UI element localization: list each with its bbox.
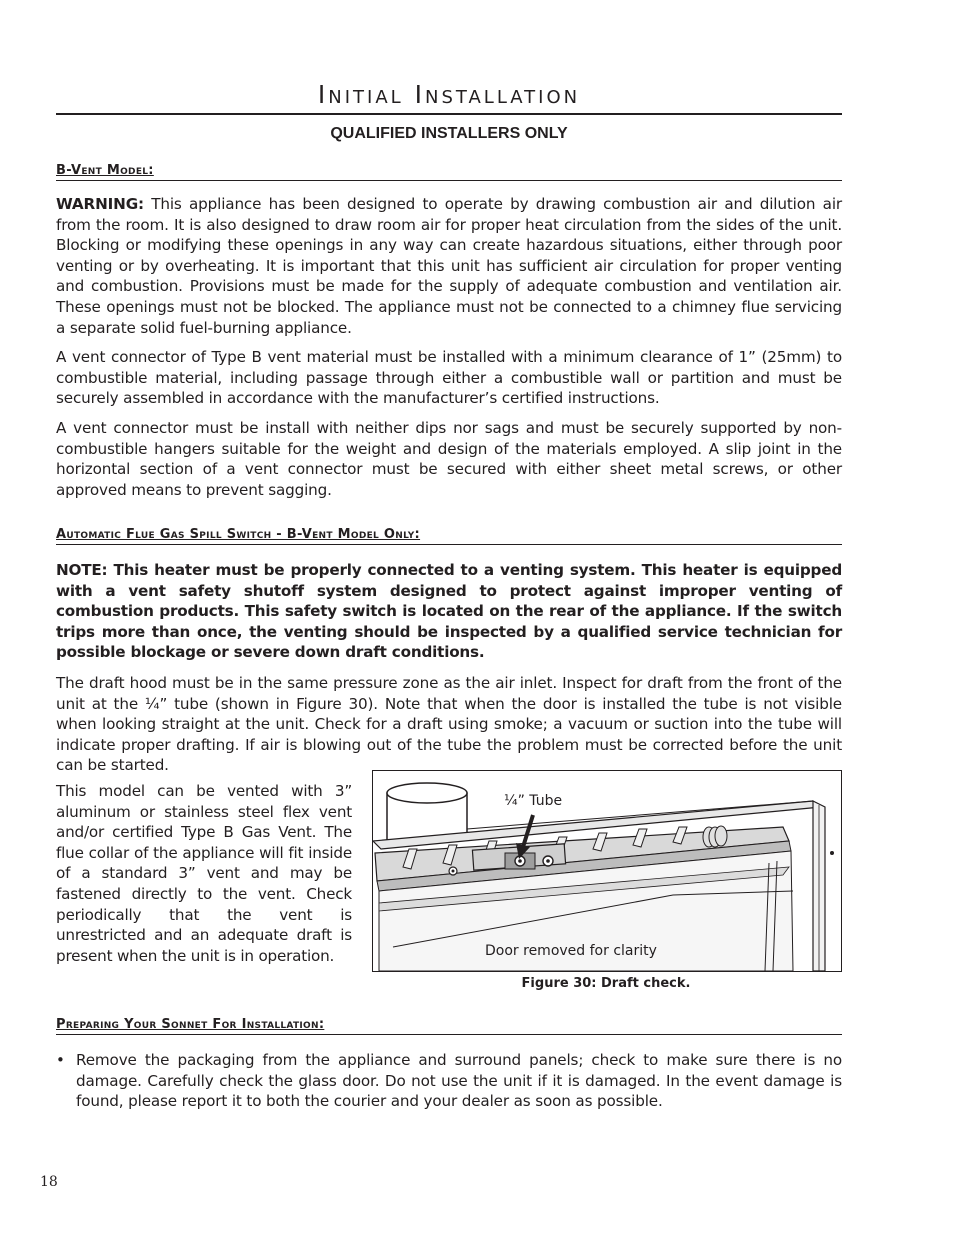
note-paragraph: NOTE: This heater must be properly connected to a venting system. This heater is equipped with a vent safety shutoff system designed to protect against improper venting of combustion products. This safety switch is located on the rear of the appliance. If the switch trips more than once, the venting should be inspected by a qualified service technician for possible blockage or severe down draft conditions. <box>56 561 842 662</box>
door-removed-label: Door removed for clarity <box>485 943 657 959</box>
bullet-icon: • <box>56 1051 65 1069</box>
warning-label: WARNING: <box>56 195 144 213</box>
page-title: Initial Installation <box>317 80 581 109</box>
title-divider <box>56 113 842 115</box>
list-item-text: Remove the packaging from the appliance and surround panels; check to make sure there is no damage. Carefully check the glass door. Do not use the unit if it is damaged. In the event damage is found, please report it to both the courier and your dealer as soon as possible. <box>76 1051 842 1111</box>
section-heading-spill-switch: Automatic Flue Gas Spill Switch - B-Vent Model Only: <box>56 527 842 545</box>
bvent-paragraph-2: A vent connector of Type B vent material must be installed with a minimum clearance of 1” (25mm) to combustible material, including passage through either a combustible wall or partition and must be securely assembled in accordance with the manufacturer’s certified instructions. <box>56 348 842 408</box>
warning-paragraph <box>56 194 842 338</box>
vent-options-paragraph: This model can be vented with 3” aluminum or stainless steel flex vent and/or certified Type B Gas Vent. The flue collar of the appliance will fit inside of a standard 3” vent and may be fastened directly to the vent. Check periodically that the vent is unrestricted and an adequate draft is present when the unit is in operation. <box>56 782 352 965</box>
figure-caption: Figure 30: Draft check. <box>521 976 691 991</box>
draft-check-illustration <box>373 771 841 971</box>
bvent-paragraph-3: A vent connector must be install with neither dips nor sags and must be securely supported by non-combustible hangers suitable for the weight and design of the materials employed. A slip joint in the horizontal section of a vent connector must be secured with either sheet metal screws, or other approved means to prevent sagging. <box>56 419 842 499</box>
warning-text: This appliance has been designed to operate by drawing combustion air and dilution air from the room. It is also designed to draw room air for proper heat circulation from the sides of the unit. Blocking or modifying these openings in any way can create hazardous situations, either through poor venting or by overheating. It is important that this unit has sufficient air circulation for proper venting and combustion. Provisions must be made for the supply of adequate combustion and ventilation air. These openings must not be blocked. The appliance must not be connected to a chimney flue servicing a separate solid fuel-burning appliance. <box>56 195 842 337</box>
page-subtitle: QUALIFIED INSTALLERS ONLY <box>330 125 568 142</box>
section-heading-preparing: Preparing Your Sonnet For Installation: <box>56 1017 842 1035</box>
tube-label: ¼” Tube <box>504 793 563 809</box>
section-heading-bvent: B-Vent Model: <box>56 163 842 181</box>
page-number: 18 <box>40 1174 58 1190</box>
draft-hood-paragraph: The draft hood must be in the same pressure zone as the air inlet. Inspect for draft from the front of the unit at the ¼” tube (shown in Figure 30). Note that when the door is installed the tube is not visible when looking straight at the unit. Check for a draft using smoke; a vacuum or suction into the tube will indicate proper drafting. If air is blowing out of the tube the problem must be corrected before the unit can be started. <box>56 674 842 775</box>
draft-check-figure <box>372 770 842 972</box>
